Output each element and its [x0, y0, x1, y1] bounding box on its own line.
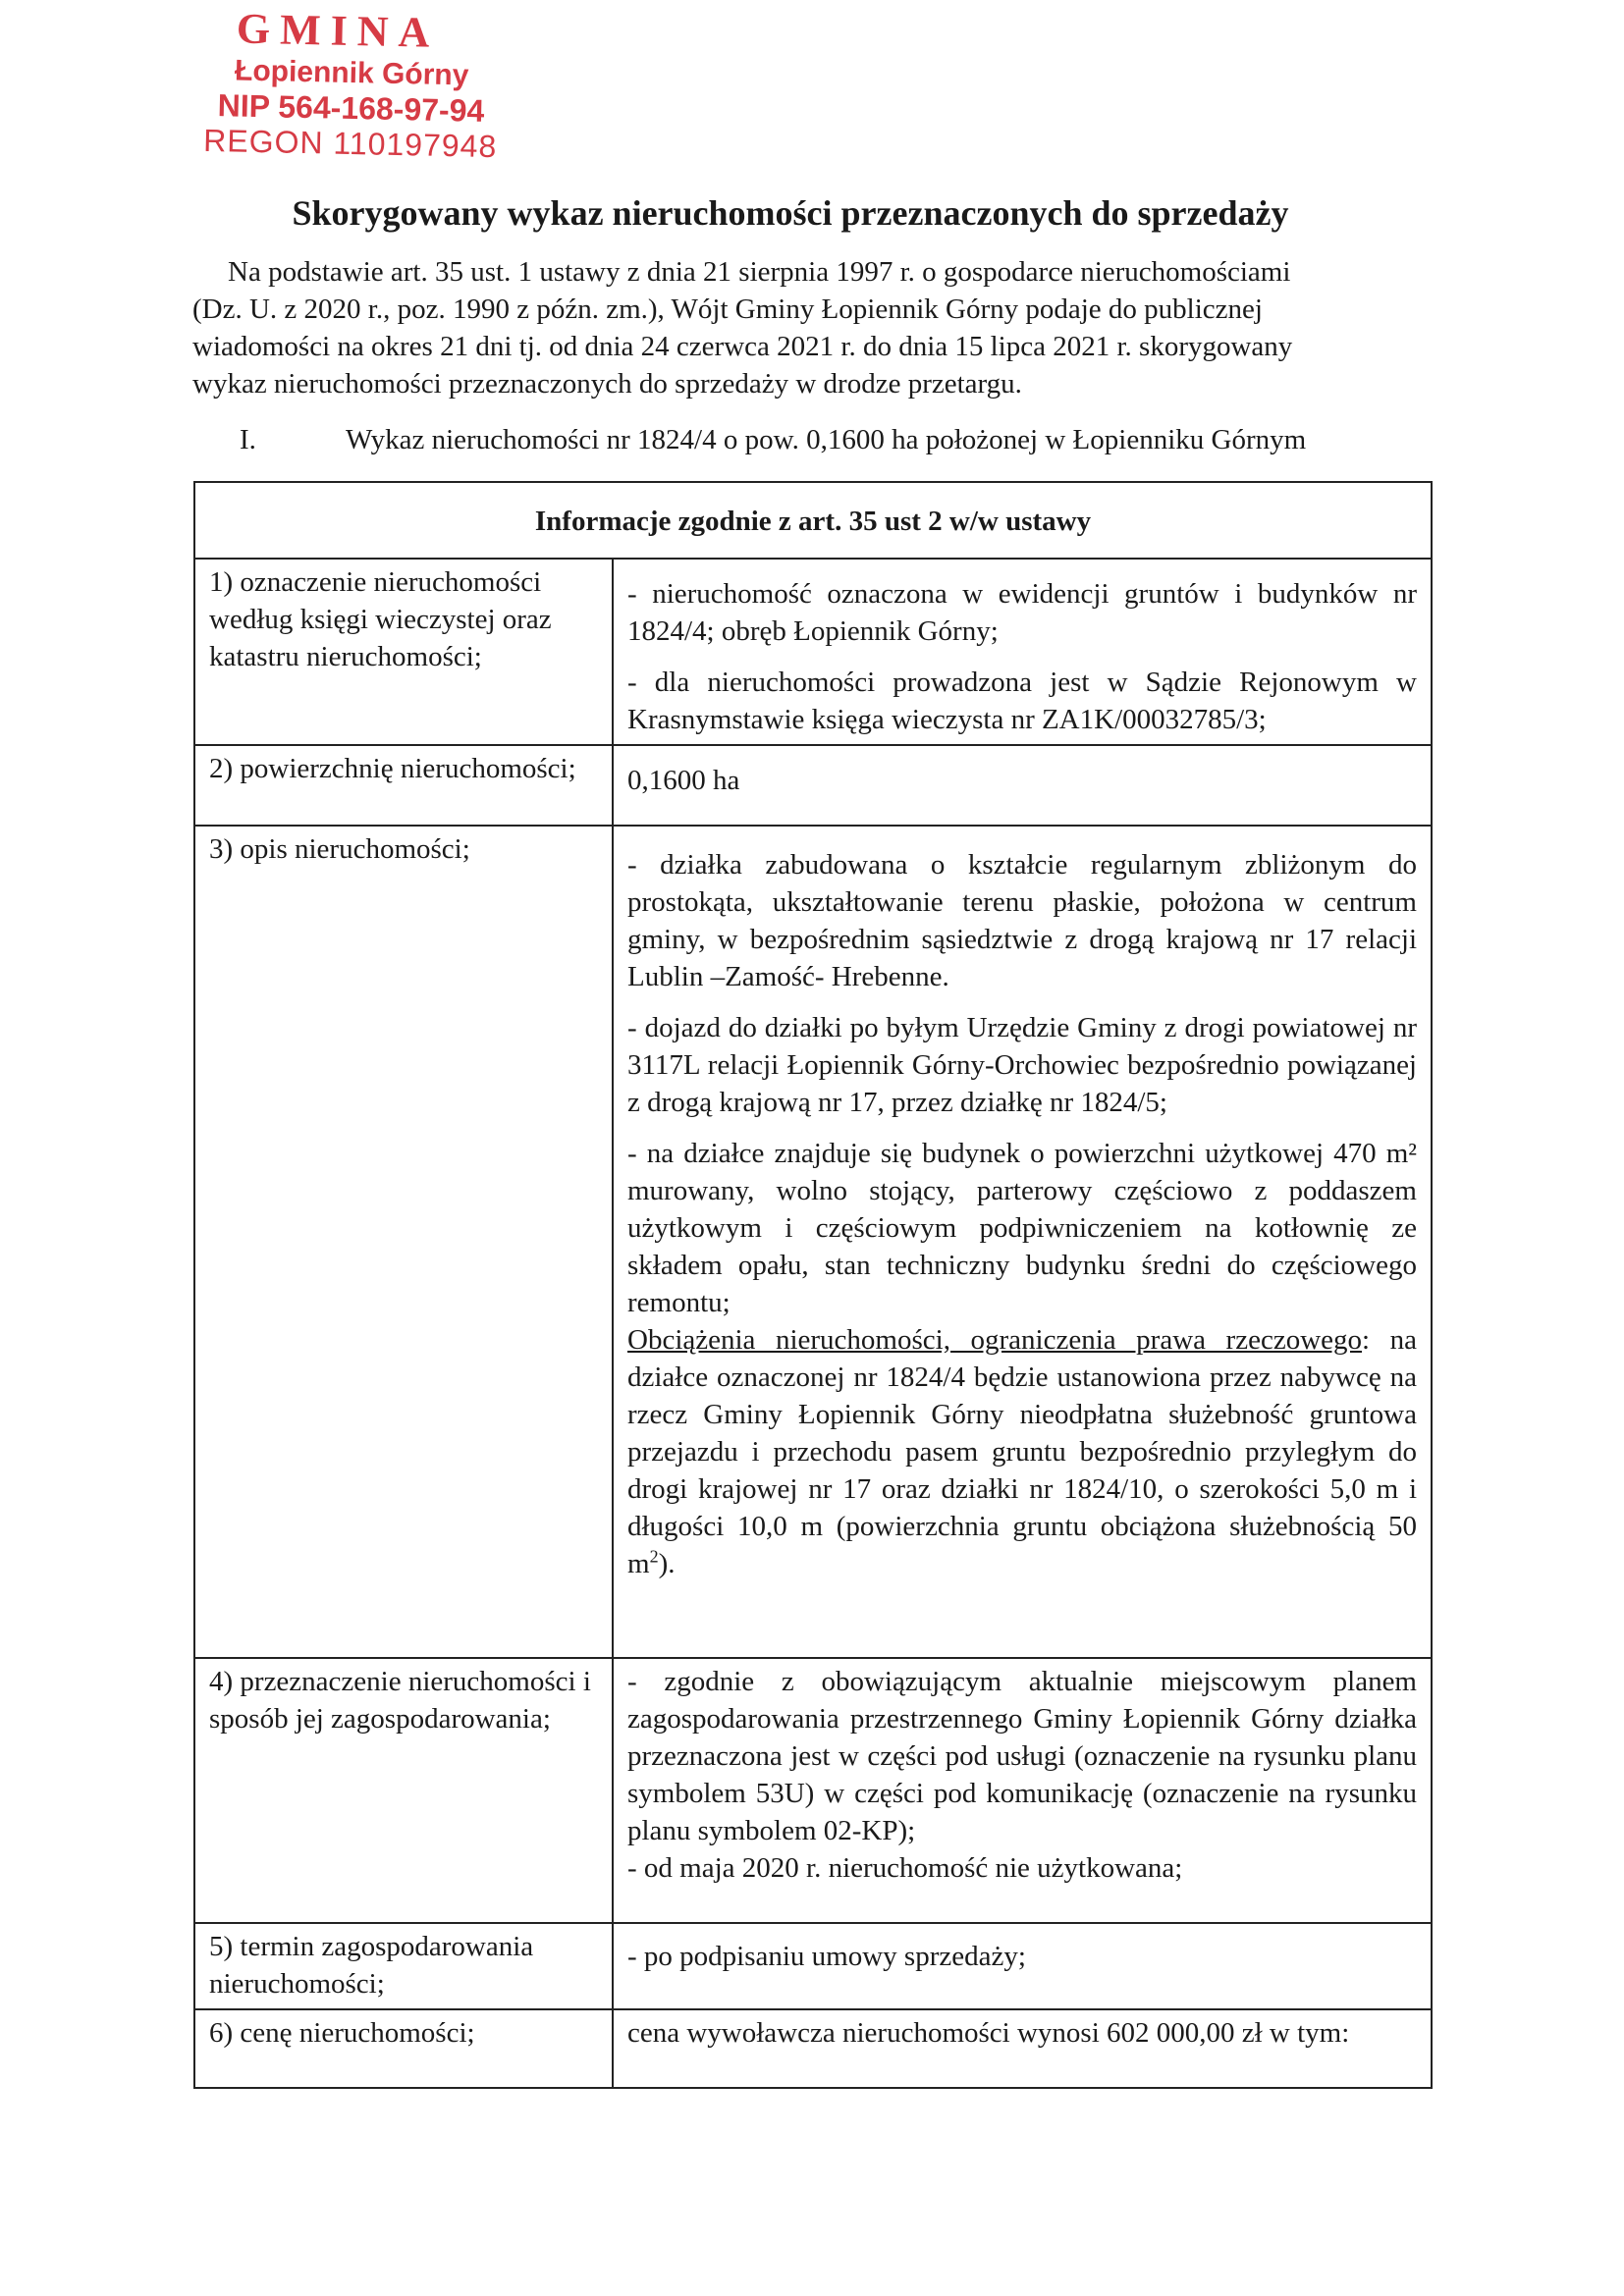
row-paragraph: - od maja 2020 r. nieruchomość nie użytkowana;: [627, 1852, 1183, 1884]
stamp-line-nip: NIP 564-168-97-94: [217, 87, 485, 129]
table-row: [194, 1923, 1432, 2009]
intro-line-4: wykaz nieruchomości przeznaczonych do sprzedaży w drodze przetargu.: [192, 368, 1022, 400]
table-row: [194, 826, 1432, 1658]
table-header: Informacje zgodnie z art. 35 ust 2 w/w ustawy: [194, 482, 1432, 559]
row-value: [613, 745, 1432, 826]
encumbrance-end: ).: [658, 1548, 676, 1579]
table-row: [194, 2009, 1432, 2088]
section-text: Wykaz nieruchomości nr 1824/4 o pow. 0,1600 ha położonej w Łopienniku Górnym: [346, 424, 1307, 455]
row-paragraph: 0,1600 ha: [627, 765, 740, 796]
row-paragraph: - działka zabudowana o kształcie regularnym zbliżonym do prostokąta, ukształtowanie terenu płaskie, położona w centrum gminy, w bezpośrednim sąsiedztwie z drogą krajową nr 17 relacji Lublin –Zamość- Hrebenne.: [627, 849, 1417, 992]
row-paragraph: cena wywoławcza nieruchomości wynosi 602 000,00 zł w tym:: [627, 2017, 1350, 2049]
gmina-stamp: [173, 6, 529, 163]
row-paragraph: - po podpisaniu umowy sprzedaży;: [627, 1941, 1026, 1972]
row-paragraph: - na działce znajduje się budynek o powierzchni użytkowej 470 m² murowany, wolno stojący, parterowy częściowo z poddaszem użytkowym i częściowym podpiwniczeniem na kotłownię ze składem opału, stan techniczny budynku średni do częściowego remontu;: [627, 1138, 1417, 1318]
table-row: [194, 745, 1432, 826]
row-value: [613, 826, 1432, 1658]
row-label: 5) termin zagospodarowania nieruchomości;: [194, 1923, 613, 2009]
superscript: 2: [649, 1546, 659, 1567]
row-label: 2) powierzchnię nieruchomości;: [194, 745, 613, 826]
document-title: Skorygowany wykaz nieruchomości przeznaczonych do sprzedaży: [292, 193, 1289, 233]
encumbrance-text: : na działce oznaczonej nr 1824/4 będzie ustanowiona przez nabywcę na rzecz Gminy Łopiennik Górny nieodpłatna służebność gruntowa przejazdu i przechodu pasem gruntu bezpośrednio przyległym do drogi krajowej nr 17 oraz działki nr 1824/10, o szerokości 5,0 m i długości 10,0 m (powierzchnia gruntu obciążona służebnością 50 m: [627, 1324, 1417, 1579]
row-value: [613, 1658, 1432, 1923]
section-number: I.: [240, 424, 256, 455]
intro-line-1: Na podstawie art. 35 ust. 1 ustawy z dnia 21 sierpnia 1997 r. o gospodarce nieruchomościami: [228, 256, 1291, 288]
encumbrance-heading: Obciążenia nieruchomości, ograniczenia prawa rzeczowego: [627, 1324, 1363, 1356]
table-row: [194, 559, 1432, 745]
stamp-line-name: Łopiennik Górny: [234, 54, 469, 92]
intro-line-2: (Dz. U. z 2020 r., poz. 1990 z późn. zm.), Wójt Gminy Łopiennik Górny podaje do publicznej: [192, 294, 1263, 325]
row-paragraph-encumbrance: [627, 1321, 1417, 1582]
row-label: 3) opis nieruchomości;: [194, 826, 613, 1658]
intro-paragraph: [192, 253, 1434, 402]
row-paragraph: - zgodnie z obowiązującym aktualnie miejscowym planem zagospodarowania przestrzennego Gminy Łopiennik Górny działka przeznaczona jest w części pod usługi (oznaczenie na rysunku planu symbolem 53U) w części pod komunikację (oznaczenie na rysunku planu symbolem 02-KP);: [627, 1666, 1417, 1846]
row-label: 6) cenę nieruchomości;: [194, 2009, 613, 2088]
row-value: [613, 559, 1432, 745]
stamp-line-regon: REGON 110197948: [202, 122, 498, 165]
intro-line-3: wiadomości na okres 21 dni tj. od dnia 24 czerwca 2021 r. do dnia 15 lipca 2021 r. skorygowany: [192, 331, 1293, 362]
table-header-row: [194, 482, 1432, 559]
row-paragraph: - dojazd do działki po byłym Urzędzie Gminy z drogi powiatowej nr 3117L relacji Łopiennik Górny-Orchowiec bezpośrednio powiązanej z drogą krajową nr 17, przez działkę nr 1824/5;: [627, 1012, 1417, 1118]
row-paragraph: - dla nieruchomości prowadzona jest w Sądzie Rejonowym w Krasnymstawie księga wieczysta nr ZA1K/00032785/3;: [627, 667, 1417, 735]
section-heading: [240, 424, 1437, 456]
row-value: [613, 2009, 1432, 2088]
row-label: 4) przeznaczenie nieruchomości i sposób jej zagospodarowania;: [194, 1658, 613, 1923]
row-label: 1) oznaczenie nieruchomości według księgi wieczystej oraz katastru nieruchomości;: [194, 559, 613, 745]
row-value: [613, 1923, 1432, 2009]
row-paragraph: - nieruchomość oznaczona w ewidencji gruntów i budynków nr 1824/4; obręb Łopiennik Górny;: [627, 578, 1417, 647]
stamp-line-gmina: GMINA: [236, 4, 440, 57]
property-info-table: [193, 481, 1433, 2089]
table-row: [194, 1658, 1432, 1923]
